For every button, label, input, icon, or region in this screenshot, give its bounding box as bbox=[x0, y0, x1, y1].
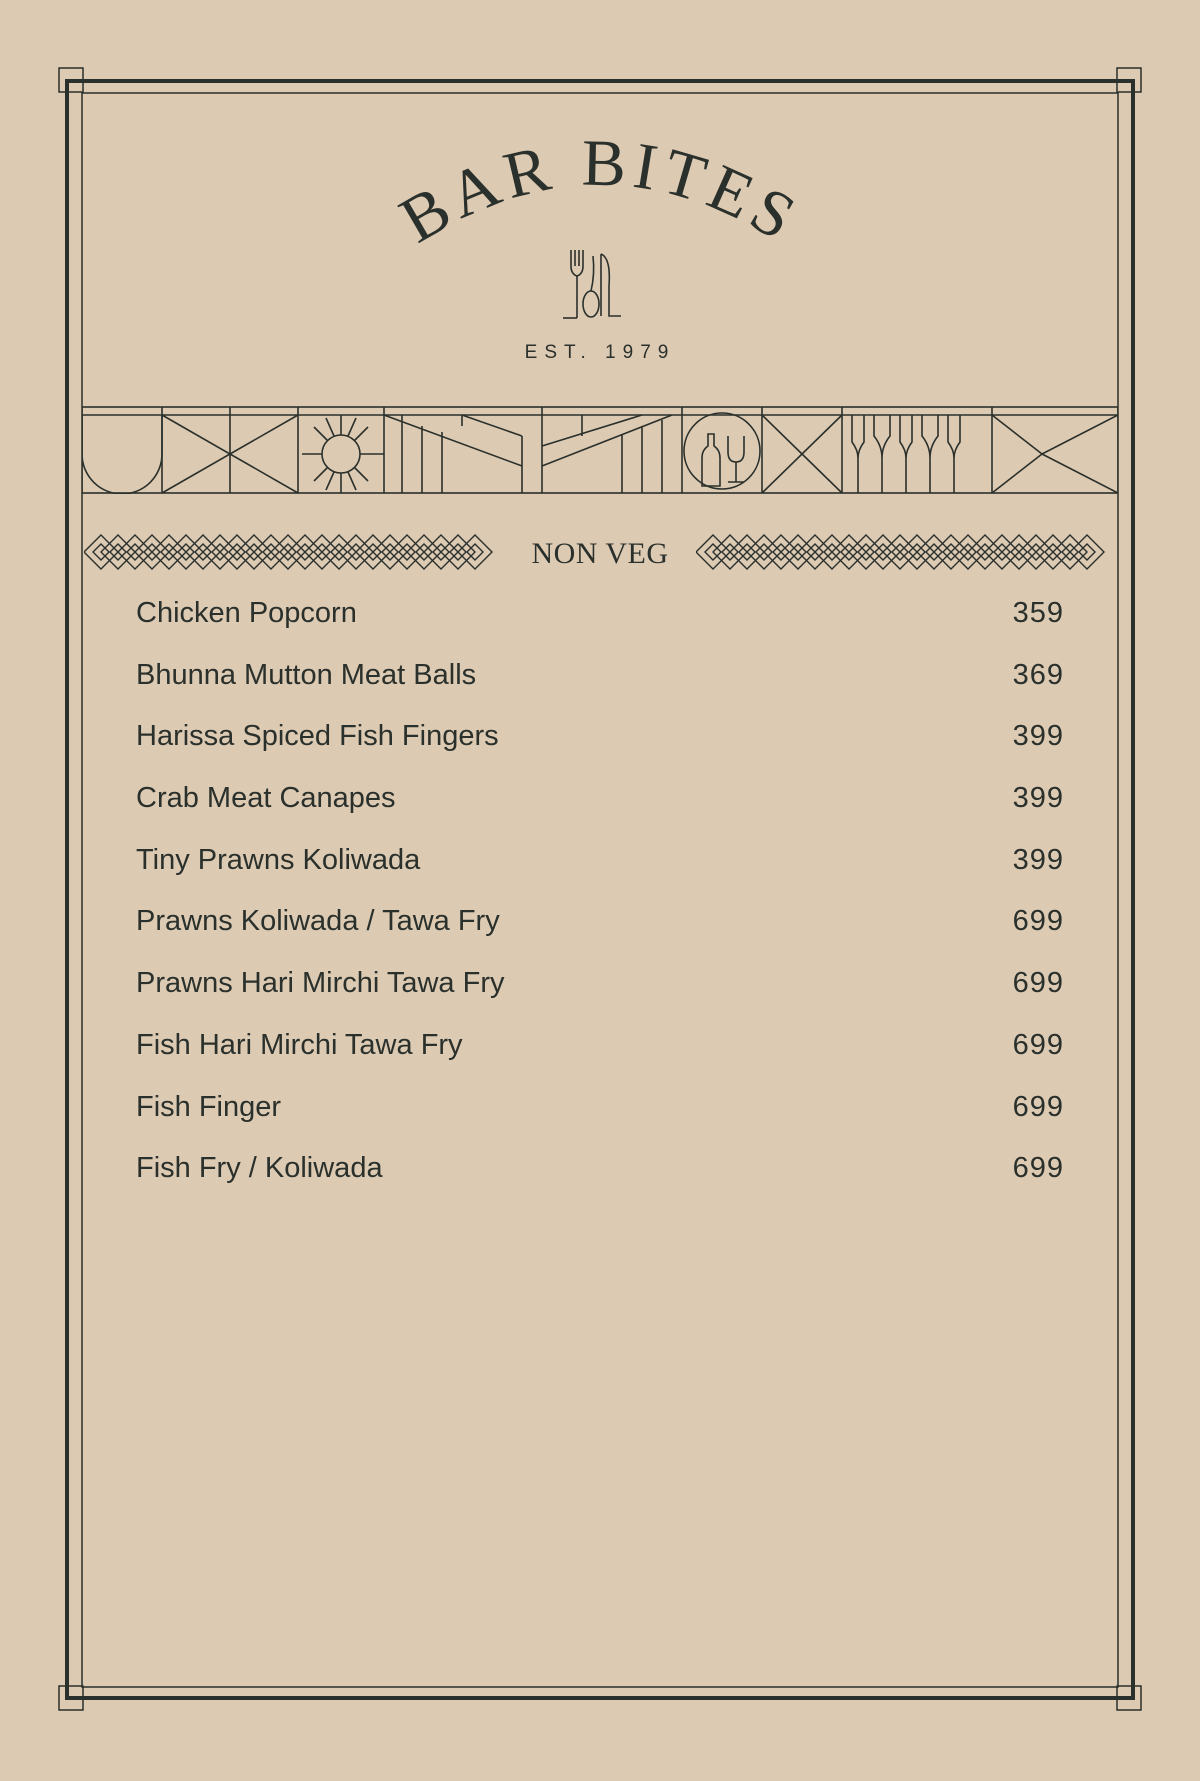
menu-item bbox=[136, 1029, 1064, 1091]
menu-item-price: 369 bbox=[1012, 658, 1064, 691]
menu-item-name: Fish Fry / Koliwada bbox=[136, 1152, 383, 1185]
menu-item-name: Prawns Koliwada / Tawa Fry bbox=[136, 905, 500, 938]
menu-title-text: BAR BITES bbox=[388, 126, 813, 258]
menu-item-name: Fish Finger bbox=[136, 1090, 282, 1123]
svg-text:BAR BITES bbox=[388, 127, 812, 258]
menu-item bbox=[136, 720, 1064, 782]
menu-item bbox=[136, 782, 1064, 844]
menu-item-price: 699 bbox=[1012, 1028, 1064, 1061]
fork-spoon-knife-icon bbox=[555, 246, 625, 321]
menu-item bbox=[136, 597, 1064, 659]
menu-item bbox=[136, 905, 1064, 967]
menu-item-price: 699 bbox=[1012, 1152, 1064, 1185]
menu-item-price: 399 bbox=[1012, 782, 1064, 815]
menu-item bbox=[136, 967, 1064, 1029]
menu-item bbox=[136, 1091, 1064, 1153]
menu-item bbox=[136, 844, 1064, 906]
menu-item-price: 699 bbox=[1012, 1090, 1064, 1123]
menu-item-name: Chicken Popcorn bbox=[136, 597, 357, 629]
menu-item-price: 399 bbox=[1012, 843, 1064, 876]
menu-item bbox=[136, 659, 1064, 721]
menu-item bbox=[136, 1152, 1064, 1214]
section-heading: NON VEG bbox=[531, 537, 669, 570]
diamond-border-left bbox=[84, 532, 508, 572]
menu-item-price: 699 bbox=[1012, 905, 1064, 938]
diamond-border-right bbox=[696, 532, 1118, 572]
menu-item-name: Bhunna Mutton Meat Balls bbox=[136, 658, 477, 691]
menu-list bbox=[136, 597, 1064, 1214]
menu-item-price: 359 bbox=[1012, 597, 1064, 629]
menu-item-name: Crab Meat Canapes bbox=[136, 782, 396, 815]
menu-item-name: Tiny Prawns Koliwada bbox=[136, 843, 421, 876]
menu-item-name: Fish Hari Mirchi Tawa Fry bbox=[136, 1028, 463, 1061]
menu-item-price: 399 bbox=[1012, 720, 1064, 753]
established-text: EST. 1979 bbox=[524, 342, 676, 363]
menu-item-name: Harissa Spiced Fish Fingers bbox=[136, 720, 499, 753]
menu-item-price: 699 bbox=[1012, 967, 1064, 1000]
menu-item-name: Prawns Hari Mirchi Tawa Fry bbox=[136, 967, 505, 1000]
decorative-pattern-band bbox=[82, 406, 1118, 494]
